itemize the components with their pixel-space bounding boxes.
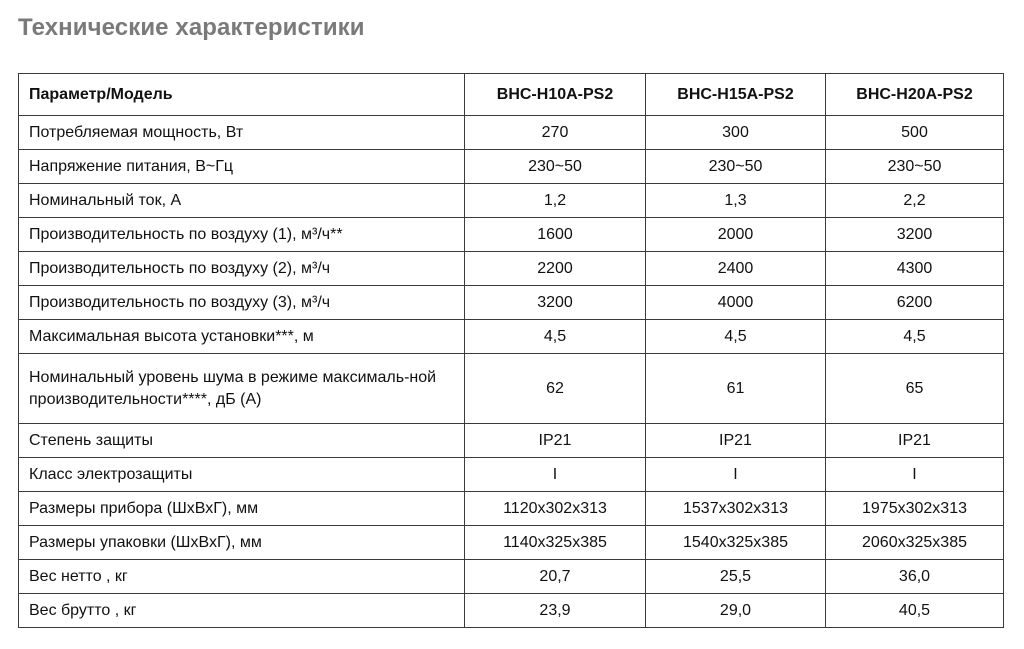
cell-value: I xyxy=(646,458,826,492)
cell-value: 1140x325x385 xyxy=(465,526,646,560)
header-model: BHC-H10A-PS2 xyxy=(465,74,646,116)
cell-value: 25,5 xyxy=(646,560,826,594)
cell-value: 230~50 xyxy=(465,150,646,184)
row-label: Класс электрозащиты xyxy=(19,458,465,492)
row-label: Производительность по воздуху (1), м³/ч** xyxy=(19,218,465,252)
cell-value: 1,2 xyxy=(465,184,646,218)
cell-value: 1975x302x313 xyxy=(826,492,1004,526)
cell-value: 300 xyxy=(646,116,826,150)
cell-value: 6200 xyxy=(826,286,1004,320)
cell-value: 4,5 xyxy=(826,320,1004,354)
cell-value: 1537x302x313 xyxy=(646,492,826,526)
table-row xyxy=(19,424,1004,458)
cell-value: 2200 xyxy=(465,252,646,286)
cell-value: I xyxy=(826,458,1004,492)
cell-value: 3200 xyxy=(826,218,1004,252)
cell-value: IP21 xyxy=(465,424,646,458)
row-label: Размеры упаковки (ШхВхГ), мм xyxy=(19,526,465,560)
cell-value: 3200 xyxy=(465,286,646,320)
cell-value: IP21 xyxy=(646,424,826,458)
spec-table xyxy=(18,73,1004,628)
cell-value: 1600 xyxy=(465,218,646,252)
cell-value: 2060x325x385 xyxy=(826,526,1004,560)
cell-value: 2400 xyxy=(646,252,826,286)
table-row xyxy=(19,116,1004,150)
table-row xyxy=(19,458,1004,492)
table-row xyxy=(19,560,1004,594)
row-label: Степень защиты xyxy=(19,424,465,458)
table-row xyxy=(19,286,1004,320)
header-param: Параметр/Модель xyxy=(19,74,465,116)
page-title: Технические характеристики xyxy=(18,14,365,41)
header-model: BHC-H15A-PS2 xyxy=(646,74,826,116)
table-header-row xyxy=(19,74,1004,116)
row-label: Производительность по воздуху (2), м³/ч xyxy=(19,252,465,286)
cell-value: IP21 xyxy=(826,424,1004,458)
row-label: Максимальная высота установки***, м xyxy=(19,320,465,354)
cell-value: I xyxy=(465,458,646,492)
cell-value: 62 xyxy=(465,354,646,424)
cell-value: 29,0 xyxy=(646,594,826,628)
cell-value: 2000 xyxy=(646,218,826,252)
table-row xyxy=(19,320,1004,354)
cell-value: 4000 xyxy=(646,286,826,320)
cell-value: 40,5 xyxy=(826,594,1004,628)
row-label: Вес нетто , кг xyxy=(19,560,465,594)
row-label: Потребляемая мощность, Вт xyxy=(19,116,465,150)
cell-value: 230~50 xyxy=(646,150,826,184)
cell-value: 1540x325x385 xyxy=(646,526,826,560)
row-label: Размеры прибора (ШхВхГ), мм xyxy=(19,492,465,526)
table-row xyxy=(19,252,1004,286)
table-row xyxy=(19,526,1004,560)
cell-value: 500 xyxy=(826,116,1004,150)
cell-value: 61 xyxy=(646,354,826,424)
row-label: Вес брутто , кг xyxy=(19,594,465,628)
cell-value: 270 xyxy=(465,116,646,150)
cell-value: 20,7 xyxy=(465,560,646,594)
cell-value: 230~50 xyxy=(826,150,1004,184)
cell-value: 1,3 xyxy=(646,184,826,218)
cell-value: 23,9 xyxy=(465,594,646,628)
cell-value: 1120x302x313 xyxy=(465,492,646,526)
cell-value: 65 xyxy=(826,354,1004,424)
cell-value: 36,0 xyxy=(826,560,1004,594)
table-row xyxy=(19,218,1004,252)
table-row xyxy=(19,354,1004,424)
cell-value: 2,2 xyxy=(826,184,1004,218)
row-label: Производительность по воздуху (3), м³/ч xyxy=(19,286,465,320)
cell-value: 4,5 xyxy=(465,320,646,354)
row-label: Напряжение питания, В~Гц xyxy=(19,150,465,184)
cell-value: 4300 xyxy=(826,252,1004,286)
table-row xyxy=(19,184,1004,218)
header-model: BHC-H20A-PS2 xyxy=(826,74,1004,116)
table-row xyxy=(19,492,1004,526)
cell-value: 4,5 xyxy=(646,320,826,354)
table-row xyxy=(19,150,1004,184)
table-row xyxy=(19,594,1004,628)
row-label: Номинальный ток, А xyxy=(19,184,465,218)
row-label: Номинальный уровень шума в режиме максималь-ной производительности****, дБ (А) xyxy=(19,354,465,424)
